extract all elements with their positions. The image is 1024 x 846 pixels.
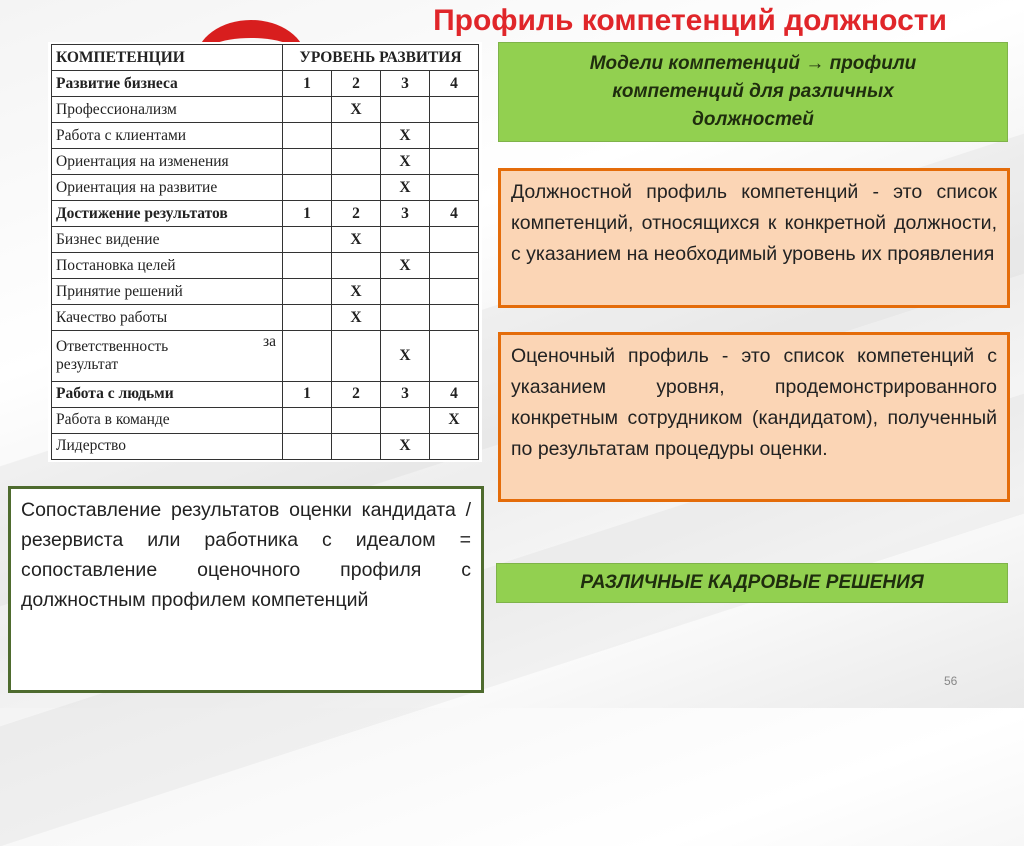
level-number: 2 [332,201,381,227]
table-row [52,331,479,382]
level-cell [430,331,479,382]
level-cell [283,433,332,459]
level-mark: X [430,407,479,433]
level-number: 4 [430,201,479,227]
table-row [52,149,479,175]
competency-name: Ориентация на развитие [52,175,283,201]
competency-name: Работа с клиентами [52,123,283,149]
level-number: 1 [283,201,332,227]
level-cell [381,305,430,331]
level-cell [283,227,332,253]
slide-title: Профиль компетенций должности [433,4,947,37]
level-cell [283,149,332,175]
level-number: 3 [381,381,430,407]
level-cell [430,433,479,459]
level-number: 2 [332,71,381,97]
level-number: 3 [381,71,430,97]
level-cell [332,407,381,433]
competency-name: Ориентация на изменения [52,149,283,175]
level-cell [283,305,332,331]
header-competencies: КОМПЕТЕНЦИИ [52,45,283,71]
table-row [52,407,479,433]
level-number: 1 [283,381,332,407]
level-cell [381,279,430,305]
level-cell [430,279,479,305]
level-cell [332,123,381,149]
level-mark: X [332,305,381,331]
level-mark: X [332,227,381,253]
header-level: УРОВЕНЬ РАЗВИТИЯ [283,45,479,71]
competency-name: Качество работы [52,305,283,331]
level-cell [283,279,332,305]
level-cell [430,227,479,253]
job-profile-box [498,168,1010,308]
level-mark: X [332,279,381,305]
level-cell [430,175,479,201]
level-cell [283,97,332,123]
level-cell [283,253,332,279]
group-name: Работа с людьми [52,381,283,407]
level-number: 3 [381,201,430,227]
level-cell [430,305,479,331]
competency-name [52,331,283,382]
competency-name: Профессионализм [52,97,283,123]
models-box-text: Модели компетенций → профили компетенций для различных должностей [589,53,917,130]
level-mark: X [381,149,430,175]
competency-name: Принятие решений [52,279,283,305]
level-number: 1 [283,71,332,97]
table-group-row [52,71,479,97]
level-cell [430,253,479,279]
competency-table-container [48,42,482,462]
level-mark: X [332,97,381,123]
competency-name: Бизнес видение [52,227,283,253]
group-name: Развитие бизнеса [52,71,283,97]
table-header-row [52,45,479,71]
slide-number: 56 [944,674,958,688]
level-cell [381,407,430,433]
decisions-box [496,563,1008,603]
table-group-row [52,201,479,227]
level-number: 2 [332,381,381,407]
level-cell [283,331,332,382]
level-cell [430,149,479,175]
group-name: Достижение результатов [52,201,283,227]
level-cell [332,149,381,175]
level-cell [430,123,479,149]
competency-name: Работа в команде [52,407,283,433]
table-row [52,97,479,123]
competency-name-part: за [262,333,276,351]
table-row [52,253,479,279]
table-group-row [52,381,479,407]
comparison-box [8,486,484,693]
level-cell [283,123,332,149]
table-row [52,305,479,331]
table-row [52,279,479,305]
level-cell [283,175,332,201]
assessment-profile-box [498,332,1010,502]
competency-name-part: Ответственность [56,338,169,355]
level-number: 4 [430,381,479,407]
table-row [52,123,479,149]
level-cell [430,97,479,123]
level-number: 4 [430,71,479,97]
level-cell [332,253,381,279]
table-row [52,227,479,253]
competency-table [51,44,479,460]
competency-name-part: результат [56,356,119,373]
level-mark: X [381,331,430,382]
level-cell [381,227,430,253]
assessment-profile-text: Оценочный профиль - это список компетенций с указанием уровня, продемонстрированного конкретным сотрудником (кандидатом), полученный по результатам процедуры оценки. [511,345,997,460]
level-cell [381,97,430,123]
level-mark: X [381,123,430,149]
table-row [52,433,479,459]
comparison-text: Сопоставление результатов оценки кандидата / резервиста или работника с идеалом = сопоставление оценочного профиля с должностным профилем компетенций [21,499,471,611]
level-mark: X [381,175,430,201]
competency-name: Лидерство [52,433,283,459]
level-cell [332,331,381,382]
table-row [52,175,479,201]
competency-name: Постановка целей [52,253,283,279]
level-mark: X [381,433,430,459]
level-cell [332,175,381,201]
level-mark: X [381,253,430,279]
decisions-text: РАЗЛИЧНЫЕ КАДРОВЫЕ РЕШЕНИЯ [580,572,924,593]
level-cell [332,433,381,459]
models-box [498,42,1008,142]
level-cell [283,407,332,433]
job-profile-text: Должностной профиль компетенций - это список компетенций, относящихся к конкретной должности, с указанием на необходимый уровень их проявления [511,181,997,265]
